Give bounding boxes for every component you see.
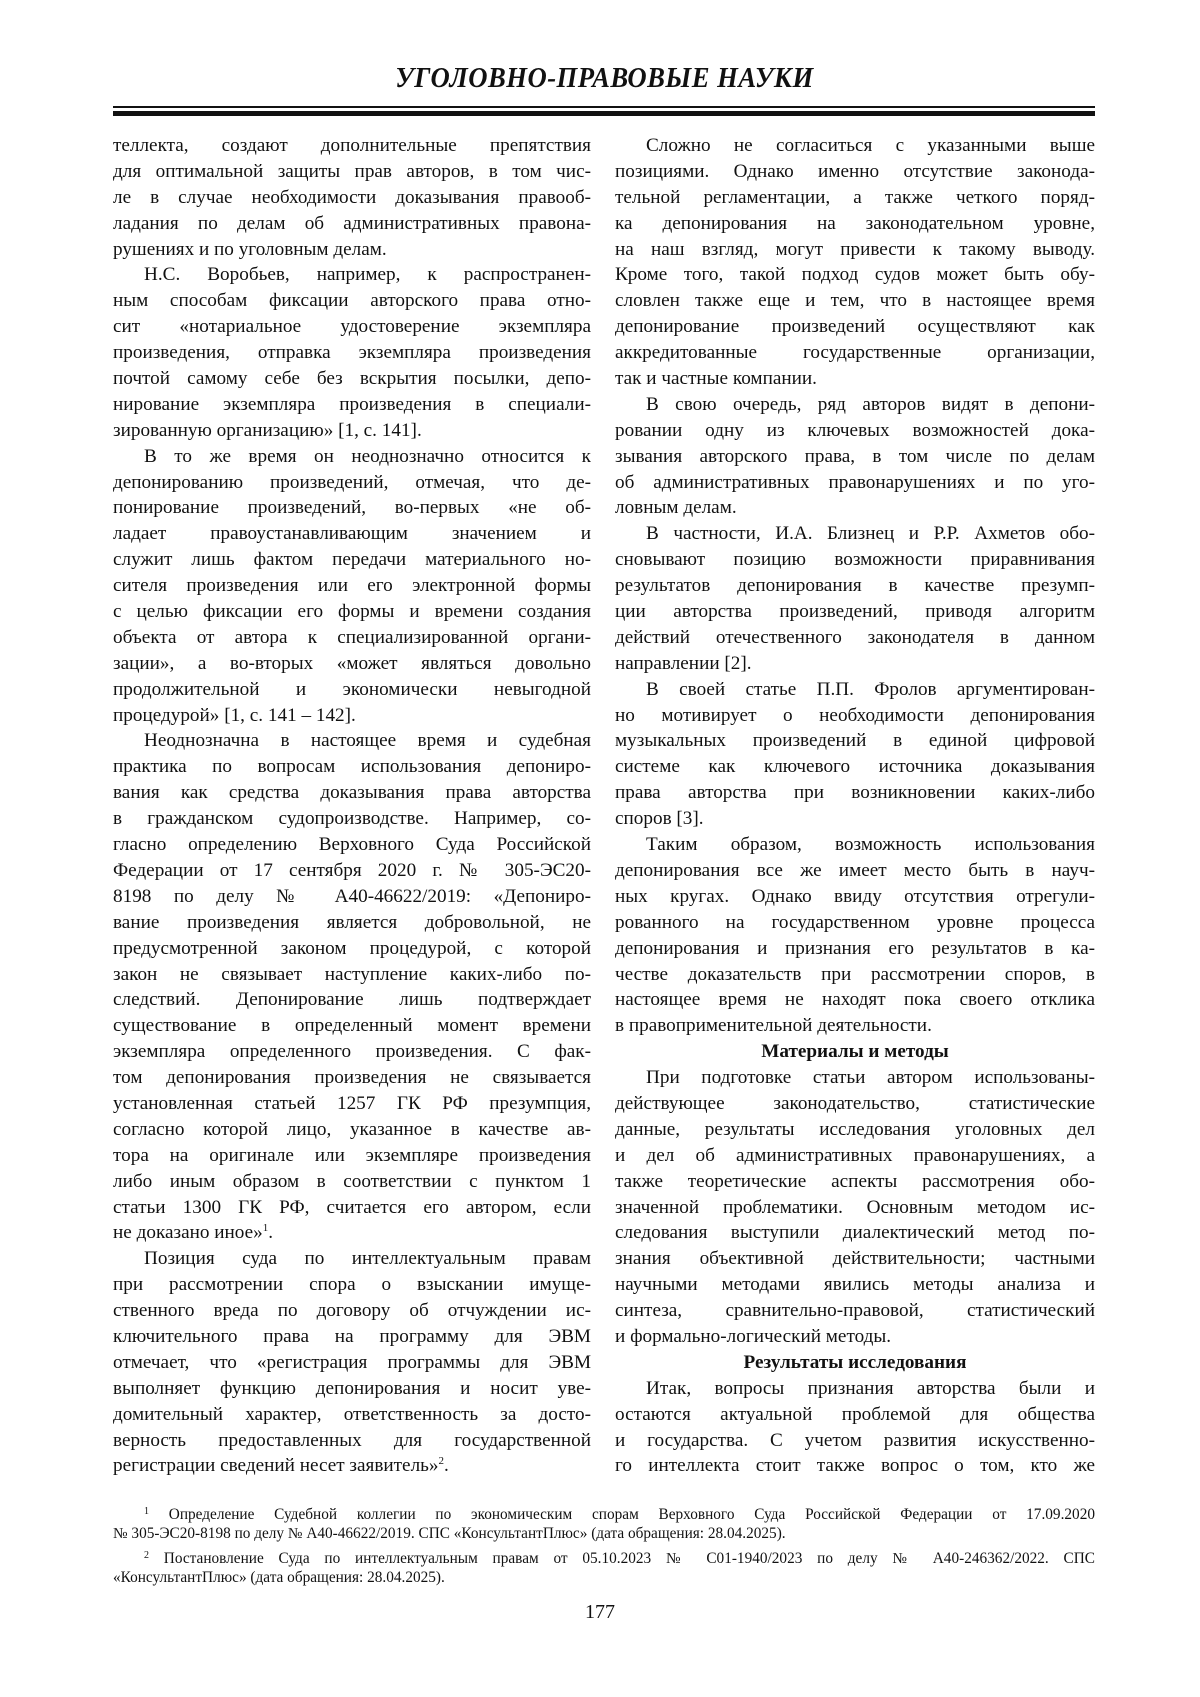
text-line: и государства. С учетом развития искусственно-	[615, 1429, 1095, 1451]
text-line: депонирования все же имеет место быть в науч-	[615, 859, 1095, 881]
text-line: действий отечественного законодателя в данном	[615, 626, 1095, 648]
text-line: споров [3].	[615, 808, 704, 830]
text-line: В свою очередь, ряд авторов видят в депони-	[646, 393, 1095, 415]
text-line: ции авторства произведений, приводя алгоритм	[615, 601, 1095, 623]
text-line: ственного вреда по договору об отчуждении ис-	[113, 1300, 591, 1322]
text-line: гласно определению Верховного Суда Российской	[113, 834, 591, 856]
text-line: в гражданском судопроизводстве. Например, со-	[113, 808, 591, 830]
text-line: на наш взгляд, могут привести к такому выводу.	[615, 238, 1095, 260]
text-line: В то же время он неоднозначно относится к	[144, 445, 591, 467]
text-line: 8198 по делу № А40-46622/2019: «Депониро-	[113, 885, 591, 907]
text-line: депонирование произведений осуществляют как	[615, 316, 1095, 338]
text-line: произведения, отправка экземпляра произведения	[113, 342, 591, 364]
text-line: для оптимальной защиты прав авторов, в том чис-	[113, 160, 591, 182]
text-line: так и частные компании.	[615, 368, 817, 390]
text-line: ле в случае необходимости доказывания правооб-	[113, 186, 591, 208]
text-line: также теоретические аспекты рассмотрения обо-	[615, 1170, 1095, 1192]
text-line: рушениях и по уголовным делам.	[113, 238, 387, 260]
text-line: следования выступили диалектический метод по-	[615, 1222, 1095, 1244]
text-line: Неоднозначна в настоящее время и судебная	[144, 730, 591, 752]
text-line: В своей статье П.П. Фролов аргументирован-	[646, 678, 1095, 700]
text-line: При подготовке статьи автором использованы-	[646, 1067, 1095, 1089]
text-line: вания как средства доказывания права авторства	[113, 782, 591, 804]
text-line: и формально-логический методы.	[615, 1325, 892, 1347]
text-line: сит «нотариальное удостоверение экземпляра	[113, 316, 591, 338]
text-line: выполняет функцию депонирования и носит уве-	[113, 1377, 591, 1399]
text-line: Таким образом, возможность использования	[646, 834, 1095, 856]
footnotes	[113, 1506, 1095, 1594]
text-line: закон не связывает наступление каких-либо по-	[113, 963, 591, 985]
text-line: Итак, вопросы признания авторства были и	[646, 1377, 1095, 1399]
text-line: права авторства при возникновении каких-либо	[615, 782, 1095, 804]
left-text-column	[113, 133, 591, 1479]
footnote-1	[113, 1506, 1095, 1543]
text-line: остаются актуальной проблемой для общества	[615, 1403, 1095, 1425]
text-line: ключительного права на программу для ЭВМ	[113, 1325, 591, 1347]
text-line: объекта от автора к специализированной органи-	[113, 626, 591, 648]
section-heading: Материалы и методы	[761, 1041, 949, 1063]
text-line: процедурой» [1, с. 141 – 142].	[113, 704, 356, 726]
text-line: позициями. Однако именно отсутствие законода-	[615, 160, 1095, 182]
footnote-1-line-1: $^1$ Определение Судебной коллегии по экономическим спорам Верховного Суда Российской Федерации от 17.09.2020	[144, 1506, 1095, 1523]
text-line: музыкальных произведений в единой цифровой	[615, 730, 1095, 752]
text-line: сителя произведения или его электронной формы	[113, 575, 591, 597]
text-line: согласно которой лицо, указанное в качестве ав-	[113, 1118, 591, 1140]
page-number: 177	[585, 1601, 615, 1623]
text-line: Н.С. Воробьев, например, к распространен-	[144, 264, 591, 286]
text-line: депонирования и признания его результатов в ка-	[615, 937, 1095, 959]
text-line: Федерации от 17 сентября 2020 г. № 305-ЭС20-	[113, 859, 591, 881]
text-line: значенной проблематики. Основным методом ис-	[615, 1196, 1095, 1218]
text-line: с целью фиксации его формы и времени создания	[113, 601, 591, 623]
section-title: УГОЛОВНО-ПРАВОВЫЕ НАУКИ	[394, 62, 814, 94]
text-line: статьи 1300 ГК РФ, считается его автором, если	[113, 1196, 591, 1218]
text-line: ловным делам.	[615, 497, 737, 519]
text-line: экземпляра определенного произведения. С фак-	[113, 1041, 591, 1063]
running-header	[113, 62, 1095, 95]
text-line: вание произведения является добровольной, не	[113, 911, 591, 933]
footnote-2-line-1: $^2$ Постановление Суда по интеллектуальным правам от 05.10.2023 № С01-1940/2023 по делу № А40-246362/2022. СПС	[144, 1550, 1095, 1567]
text-line: ных кругах. Однако ввиду отсутствия отрегули-	[615, 885, 1095, 907]
right-text-column	[615, 133, 1095, 1479]
text-line: настоящее время не находят пока своего отклика	[615, 989, 1095, 1011]
text-line: практика по вопросам использования депониро-	[113, 756, 591, 778]
text-line: теллекта, создают дополнительные препятствия	[113, 135, 591, 156]
text-line: действующее законодательство, статистические	[615, 1092, 1095, 1114]
text-line: зации», а во-вторых «может являться довольно	[113, 652, 591, 674]
text-line: словлен также еще и тем, что в настоящее время	[615, 290, 1095, 312]
text-line: продолжительной и экономически невыгодной	[113, 678, 591, 700]
text-line: ладает правоустанавливающим значением и	[113, 523, 591, 545]
text-line: домительный характер, ответственность за досто-	[113, 1403, 591, 1425]
text-line: установленная статьей 1257 ГК РФ презумпция,	[113, 1092, 591, 1114]
text-line: аккредитованные государственные организации,	[615, 342, 1095, 364]
text-line: депонированию произведений, отмечая, что де-	[113, 471, 591, 493]
text-line: не доказано иное»$^1$.	[113, 1222, 274, 1244]
footnote-1-line-2: № 305-ЭС20-8198 по делу № А40-46622/2019. СПС «КонсультантПлюс» (дата обращения: 28.04.2025).	[113, 1524, 786, 1542]
text-line: регистрации сведений несет заявитель»$^2$.	[113, 1455, 449, 1477]
text-line: ным способам фиксации авторского права отно-	[113, 290, 591, 312]
text-line: нирование экземпляра произведения в специали-	[113, 393, 591, 415]
text-line: Кроме того, такой подход судов может быть обу-	[615, 264, 1095, 286]
text-line: в правоприменительной деятельности.	[615, 1015, 932, 1037]
text-line: тора на оригинале или экземпляре произведения	[113, 1144, 591, 1166]
text-line: но мотивирует о необходимости депонирования	[615, 704, 1095, 726]
text-line: существование в определенный момент времени	[113, 1015, 591, 1037]
text-line: следствий. Депонирование лишь подтверждает	[113, 989, 591, 1011]
footnote-marker: 2	[144, 1550, 149, 1561]
text-line: отмечает, что «регистрация программы для ЭВМ	[113, 1351, 591, 1373]
text-line: том депонирования произведения не связывается	[113, 1067, 591, 1089]
text-line: Сложно не согласиться с указанными выше	[646, 135, 1095, 156]
header-rule-thin	[113, 106, 1095, 108]
text-line: либо иным образом в соответствии с пунктом 1	[113, 1170, 591, 1192]
text-line: ладания по делам об административных правона-	[113, 212, 591, 234]
text-line: сновывают позицию возможности приравнивания	[615, 549, 1095, 571]
text-line: научными методами явились методы анализа и	[615, 1274, 1095, 1296]
text-line: зированную организацию» [1, с. 141].	[113, 419, 422, 441]
text-line: синтеза, сравнительно-правовой, статистический	[615, 1300, 1095, 1322]
text-line: при рассмотрении спора о взыскании имуще-	[113, 1274, 591, 1296]
text-line: и дел об административных правонарушениях, а	[615, 1144, 1095, 1166]
header-rule-thick	[113, 111, 1095, 116]
footnote-marker: 1	[144, 1506, 149, 1517]
text-line: тельной регламентации, а также четкого поряд-	[615, 186, 1095, 208]
text-line: служит лишь фактом передачи материального но-	[113, 549, 591, 571]
text-line: ровании одну из ключевых возможностей дока-	[615, 419, 1095, 441]
text-line: рованного на государственном уровне процесса	[615, 911, 1095, 933]
text-line: зывания авторского права, в том числе по делам	[615, 445, 1095, 467]
text-line: В частности, И.А. Близнец и Р.Р. Ахметов обо-	[646, 523, 1095, 545]
text-line: данные, результаты исследования уголовных дел	[615, 1118, 1095, 1140]
text-line: го интеллекта стоит также вопрос о том, кто же	[615, 1455, 1095, 1477]
text-line: результатов депонирования в качестве презумп-	[615, 575, 1095, 597]
text-line: верность предоставленных для государственной	[113, 1429, 591, 1451]
text-line: Позиция суда по интеллектуальным правам	[144, 1248, 591, 1270]
text-line: системе как ключевого источника доказывания	[615, 756, 1095, 778]
text-line: знания объективной действительности; частными	[615, 1248, 1095, 1270]
text-line: предусмотренной законом процедурой, с которой	[113, 937, 591, 959]
text-line: понирование произведений, во-первых «не об-	[113, 497, 591, 519]
text-line: направлении [2].	[615, 652, 752, 674]
footnote-reference[interactable]: 1	[262, 1222, 269, 1235]
footnote-2-line-2: «КонсультантПлюс» (дата обращения: 28.04.2025).	[113, 1568, 445, 1586]
text-line: почтой самому себе без вскрытия посылки, депо-	[113, 368, 591, 390]
text-line: об административных правонарушениях и по уго-	[615, 471, 1095, 493]
footnote-reference[interactable]: 2	[438, 1455, 444, 1468]
text-line: ка депонирования на законодательном уровне,	[615, 212, 1095, 234]
section-heading: Результаты исследования	[743, 1351, 967, 1373]
footnote-2	[113, 1550, 1095, 1587]
text-line: честве доказательств при рассмотрении споров, в	[615, 963, 1095, 985]
